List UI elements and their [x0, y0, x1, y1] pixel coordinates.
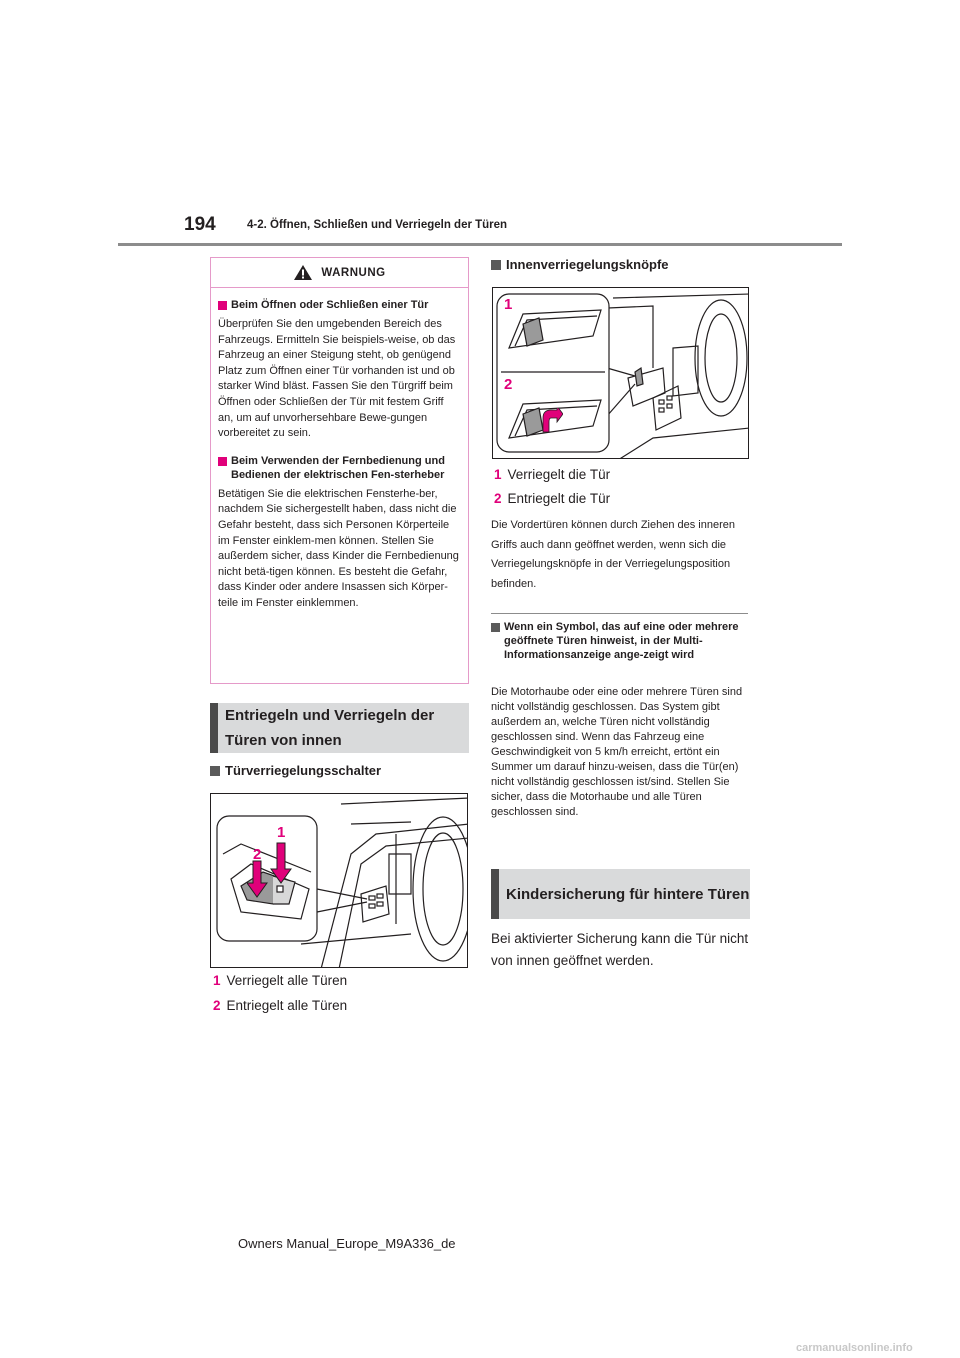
- warning-title: WARNUNG: [321, 266, 386, 279]
- list-item: 2 Entriegelt alle Türen: [213, 998, 348, 1013]
- callout-1: 1: [277, 824, 286, 841]
- warning-header: [211, 258, 468, 288]
- warning-item-text: Betätigen Sie die elektrischen Fensterhe-ber, nachdem Sie sichergestellt haben, dass nicht die Gefahr besteht, dass sich Personen Körperteile im Fenster einklem-men können. Stellen Sie außerdem sicher, dass Kinder die Fernbedienung nicht betä-tigen können. Es besteht die Gefahr, dass Kinder oder andere Insassen sich Körper-teile im Fenster einklemmen.: [218, 487, 459, 609]
- header-rule: [118, 243, 842, 246]
- section-title: Kindersicherung für hintere Türen: [506, 885, 750, 903]
- note-text: Die Motorhaube oder eine oder mehrere Türen sind nicht vollständig geschlossen. Das System gibt außerdem an, welche Türen nicht vollständig geschlossen sind. Wenn das Fahrzeug eine Geschwindigkeit von 5 km/h erreicht, ertönt ein Summer um darauf hinzu-weisen, dass die Tür(en) nicht vollständig geschlossen ist/sind. Stellen Sie sicher, dass die Motorhaube und alle Türen geschlossen sind.: [491, 686, 743, 818]
- watermark: carmanualsonline.info: [796, 1342, 913, 1354]
- warning-item-heading: Beim Öffnen oder Schließen einer Tür: [218, 298, 461, 312]
- bullet-square-icon: [218, 457, 227, 466]
- knob-paragraph: Die Vordertüren können durch Ziehen des inneren Griffs auch dann geöffnet werden, wenn sich die Verriegelungsknöpfe in der Verriegelungsposition befinden.: [491, 519, 735, 590]
- warning-item-text: Überprüfen Sie den umgebenden Bereich des Fahrzeugs. Ermitteln Sie beispiels-weise, ob das Fahrzeug an einer Steigung steht, ob genügend Platz zum Öffnen einer Tür vorhanden ist und ob starker Wind bläst. Fassen Sie den Türgriff beim Öffnen oder Schließen der Tür mit festem Griff an, um auf unvorhersehbare Bewe-gungen vorbereitet zu sein.: [218, 318, 456, 440]
- warning-box: [210, 257, 469, 684]
- subheading-switch: Türverriegelungsschalter: [210, 763, 381, 778]
- running-head: 4-2. Öffnen, Schließen und Verriegeln der Türen: [247, 219, 508, 231]
- bullet-square-icon: [218, 301, 227, 310]
- bullet-square-icon: [491, 623, 500, 632]
- pull-arrow-icon: [541, 408, 563, 434]
- bullet-square-icon: [491, 260, 501, 270]
- callout-2: 2: [504, 376, 513, 393]
- callout-2: 2: [253, 846, 262, 863]
- section-bar: [210, 703, 218, 753]
- warning-triangle-icon: [293, 264, 313, 281]
- note-heading: Wenn ein Symbol, das auf eine oder mehrere geöffnete Türen hinweist, in der Multi-Informationsanzeige ange-zeigt wird: [491, 620, 749, 662]
- section-heading-inside: [210, 703, 469, 753]
- child-lock-text: Bei aktivierter Sicherung kann die Tür nicht von innen geöffnet werden.: [491, 931, 749, 968]
- page-number: 194: [184, 214, 216, 235]
- warning-item-heading: Beim Verwenden der Fernbedienung und Bedienen der elektrischen Fen-sterheber: [218, 454, 461, 482]
- door-lock-switch-illustration: [210, 793, 468, 968]
- list-item: 2 Entriegelt die Tür: [494, 491, 611, 506]
- note-rule: [491, 613, 748, 614]
- warning-body: [211, 288, 468, 612]
- list-item: 1 Verriegelt die Tür: [494, 467, 611, 482]
- bullet-square-icon: [210, 766, 220, 776]
- inside-lock-knob-illustration: [492, 287, 749, 459]
- section-bar: [491, 869, 499, 919]
- footer: Owners Manual_Europe_M9A336_de: [238, 1236, 456, 1251]
- section-title: Entriegeln und Verriegeln der Türen von innen: [225, 707, 435, 749]
- section-heading-child-lock: [491, 869, 750, 919]
- callout-1: 1: [504, 296, 513, 313]
- subheading-knobs: Innenverriegelungsknöpfe: [491, 257, 669, 272]
- list-item: 1 Verriegelt alle Türen: [213, 973, 348, 988]
